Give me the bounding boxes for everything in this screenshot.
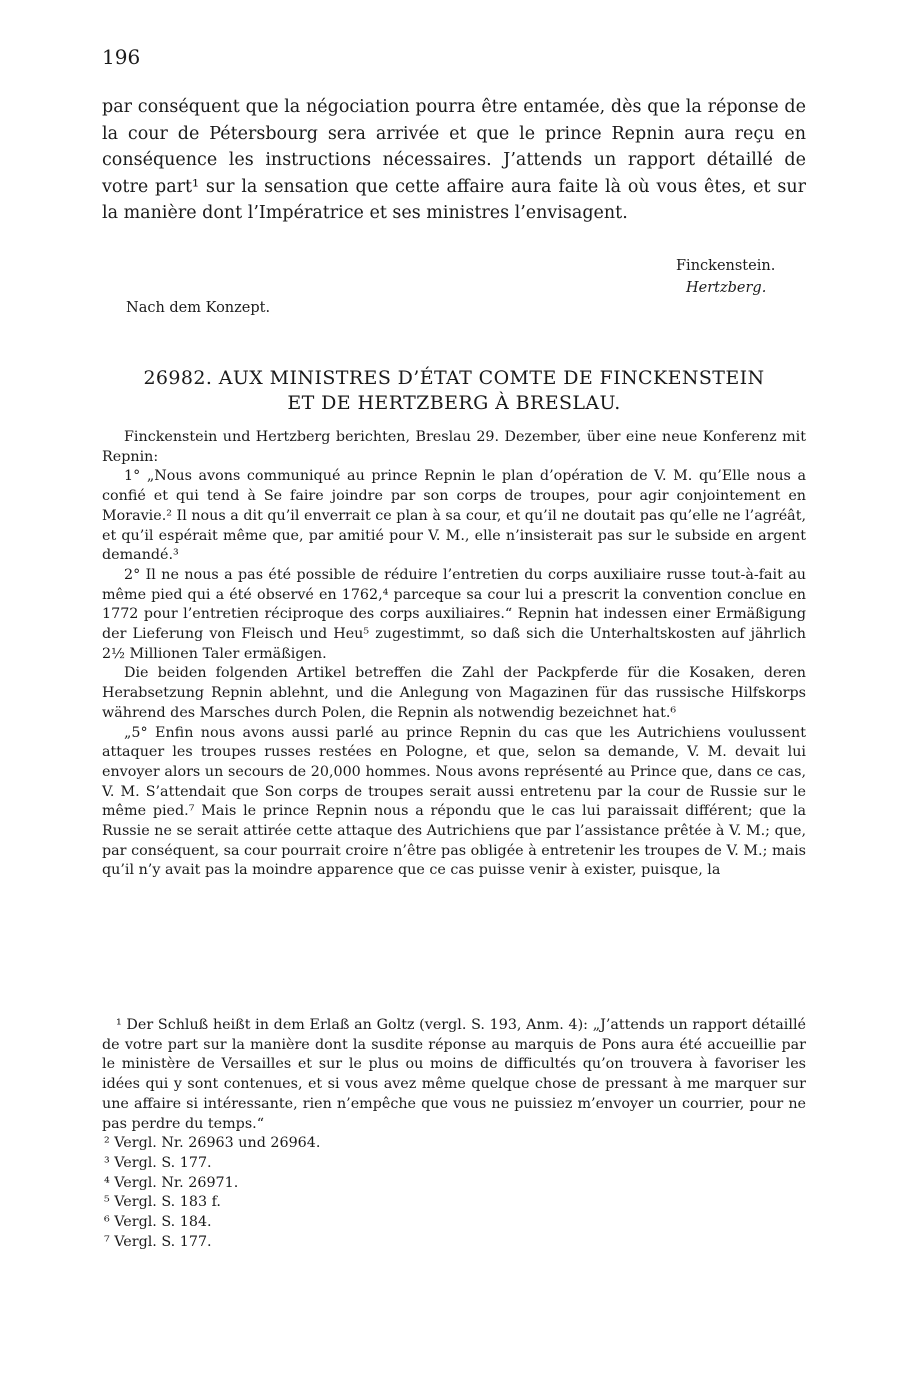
footnote-6: ⁶ Vergl. S. 184. [104, 1214, 212, 1231]
footnote-4: ⁴ Vergl. Nr. 26971. [104, 1174, 239, 1191]
heading-line-2: ET DE HERTZBERG À BRESLAU. [287, 392, 621, 414]
report-body [102, 428, 806, 881]
report-paragraph: 2° Il ne nous a pas été possible de réduire l’entretien du corps auxiliaire russe tout-à-fait au même pied qui a été observé en 1762,⁴ parceque sa cour lui a prescrit la convention conclue en 1772 pour l’entretien réciproque des corps auxiliaires.“ Repnin hat indessen einer Ermäßigung der Lieferung von Fleisch und Heu⁵ zugestimmt, so daß sich die Unterhaltskosten auf jährlich 2½ Millionen Taler ermäßigen. [102, 566, 806, 662]
footnote-2: ² Vergl. Nr. 26963 und 26964. [104, 1135, 321, 1152]
report-paragraph: „5° Enfin nous avons aussi parlé au prince Repnin du cas que les Autrichiens voulussent attaquer les troupes russes restées en Pologne, et que, selon sa demande, V. M. devait lui envoyer alors un secours de 20,000 hommes. Nous avons représenté au Prince que, dans ce cas, V. M. S’attendait que Son corps de troupes serait aussi entretenu par la cour de Russie sur le même pied.⁷ Mais le prince Repnin nous a répondu que le cas lui paraissait différent; que la Russie ne se serait attirée cette attaque des Autrichiens que par l’assistance prêtée à V. M.; que, par conséquent, sa cour pourrait croire n’être pas obligée à entretenir les troupes de V. M.; mais qu’il n’y avait pas la moindre apparence que ce cas puisse venir à exister, puisque, la [102, 724, 806, 879]
signature-hertzberg: Hertzberg. [686, 280, 767, 296]
report-paragraph: 1° „Nous avons communiqué au prince Repnin le plan d’opération de V. M. qu’Elle nous a confié et qui tend à Se faire joindre par son corps de troupes, pour agir conjointement en Moravie.² Il nous a dit qu’il enverrait ce plan à sa cour, et qu’il ne doutait pas qu’elle ne l’agréât, et qu’il espérait même que, par amitié pour V. M., elle n’insisterait pas sur le subside en argent demandé.³ [102, 468, 806, 564]
document-heading [102, 366, 806, 416]
page-number: 196 [102, 45, 141, 69]
footnote-7: ⁷ Vergl. S. 177. [104, 1233, 212, 1250]
continuation-paragraph: par conséquent que la négociation pourra être entamée, dès que la réponse de la cour de Pétersbourg sera arrivée et que le prince Repnin aura reçu en conséquence les instructions nécessaires. J’attends un rapport détaillé de votre part¹ sur la sensation que cette affaire aura faite là où vous êtes, et sur la manière dont l’Impératrice et ses ministres l’envisagent. [102, 97, 806, 223]
source-note: Nach dem Konzept. [126, 300, 271, 316]
footnotes [102, 1016, 806, 1252]
report-paragraph: Finckenstein und Hertzberg berichten, Breslau 29. Dezember, über eine neue Konferenz mit Repnin: [102, 429, 806, 465]
footnote-1: ¹ Der Schluß heißt in dem Erlaß an Goltz (vergl. S. 193, Anm. 4): „J’attends un rapport détaillé de votre part sur la manière dont la susdite réponse au marquis de Pons aura été accueillie par le ministère de Versailles et sur le plus ou moins de difficultés qu’on trouvera à favoriser les idées qui y sont contenues, et si vous avez même quelque chose de pressant à me marquer sur une affaire si intéressante, rien n’empêche que vous ne puissiez m’envoyer un courrier, pour ne pas perdre du temps.“ [102, 1017, 806, 1132]
signature-finckenstein: Finckenstein. [676, 258, 776, 274]
heading-line-1: 26982. AUX MINISTRES D’ÉTAT COMTE DE FINCKENSTEIN [143, 367, 765, 389]
footnote-5: ⁵ Vergl. S. 183 f. [104, 1194, 221, 1211]
report-paragraph: Die beiden folgenden Artikel betreffen die Zahl der Packpferde für die Kosaken, deren Herabsetzung Repnin ablehnt, und die Anlegung von Magazinen für das russische Hilfskorps während des Marsches durch Polen, die Repnin als notwendig bezeichnet hat.⁶ [102, 665, 806, 721]
footnote-3: ³ Vergl. S. 177. [104, 1154, 212, 1171]
